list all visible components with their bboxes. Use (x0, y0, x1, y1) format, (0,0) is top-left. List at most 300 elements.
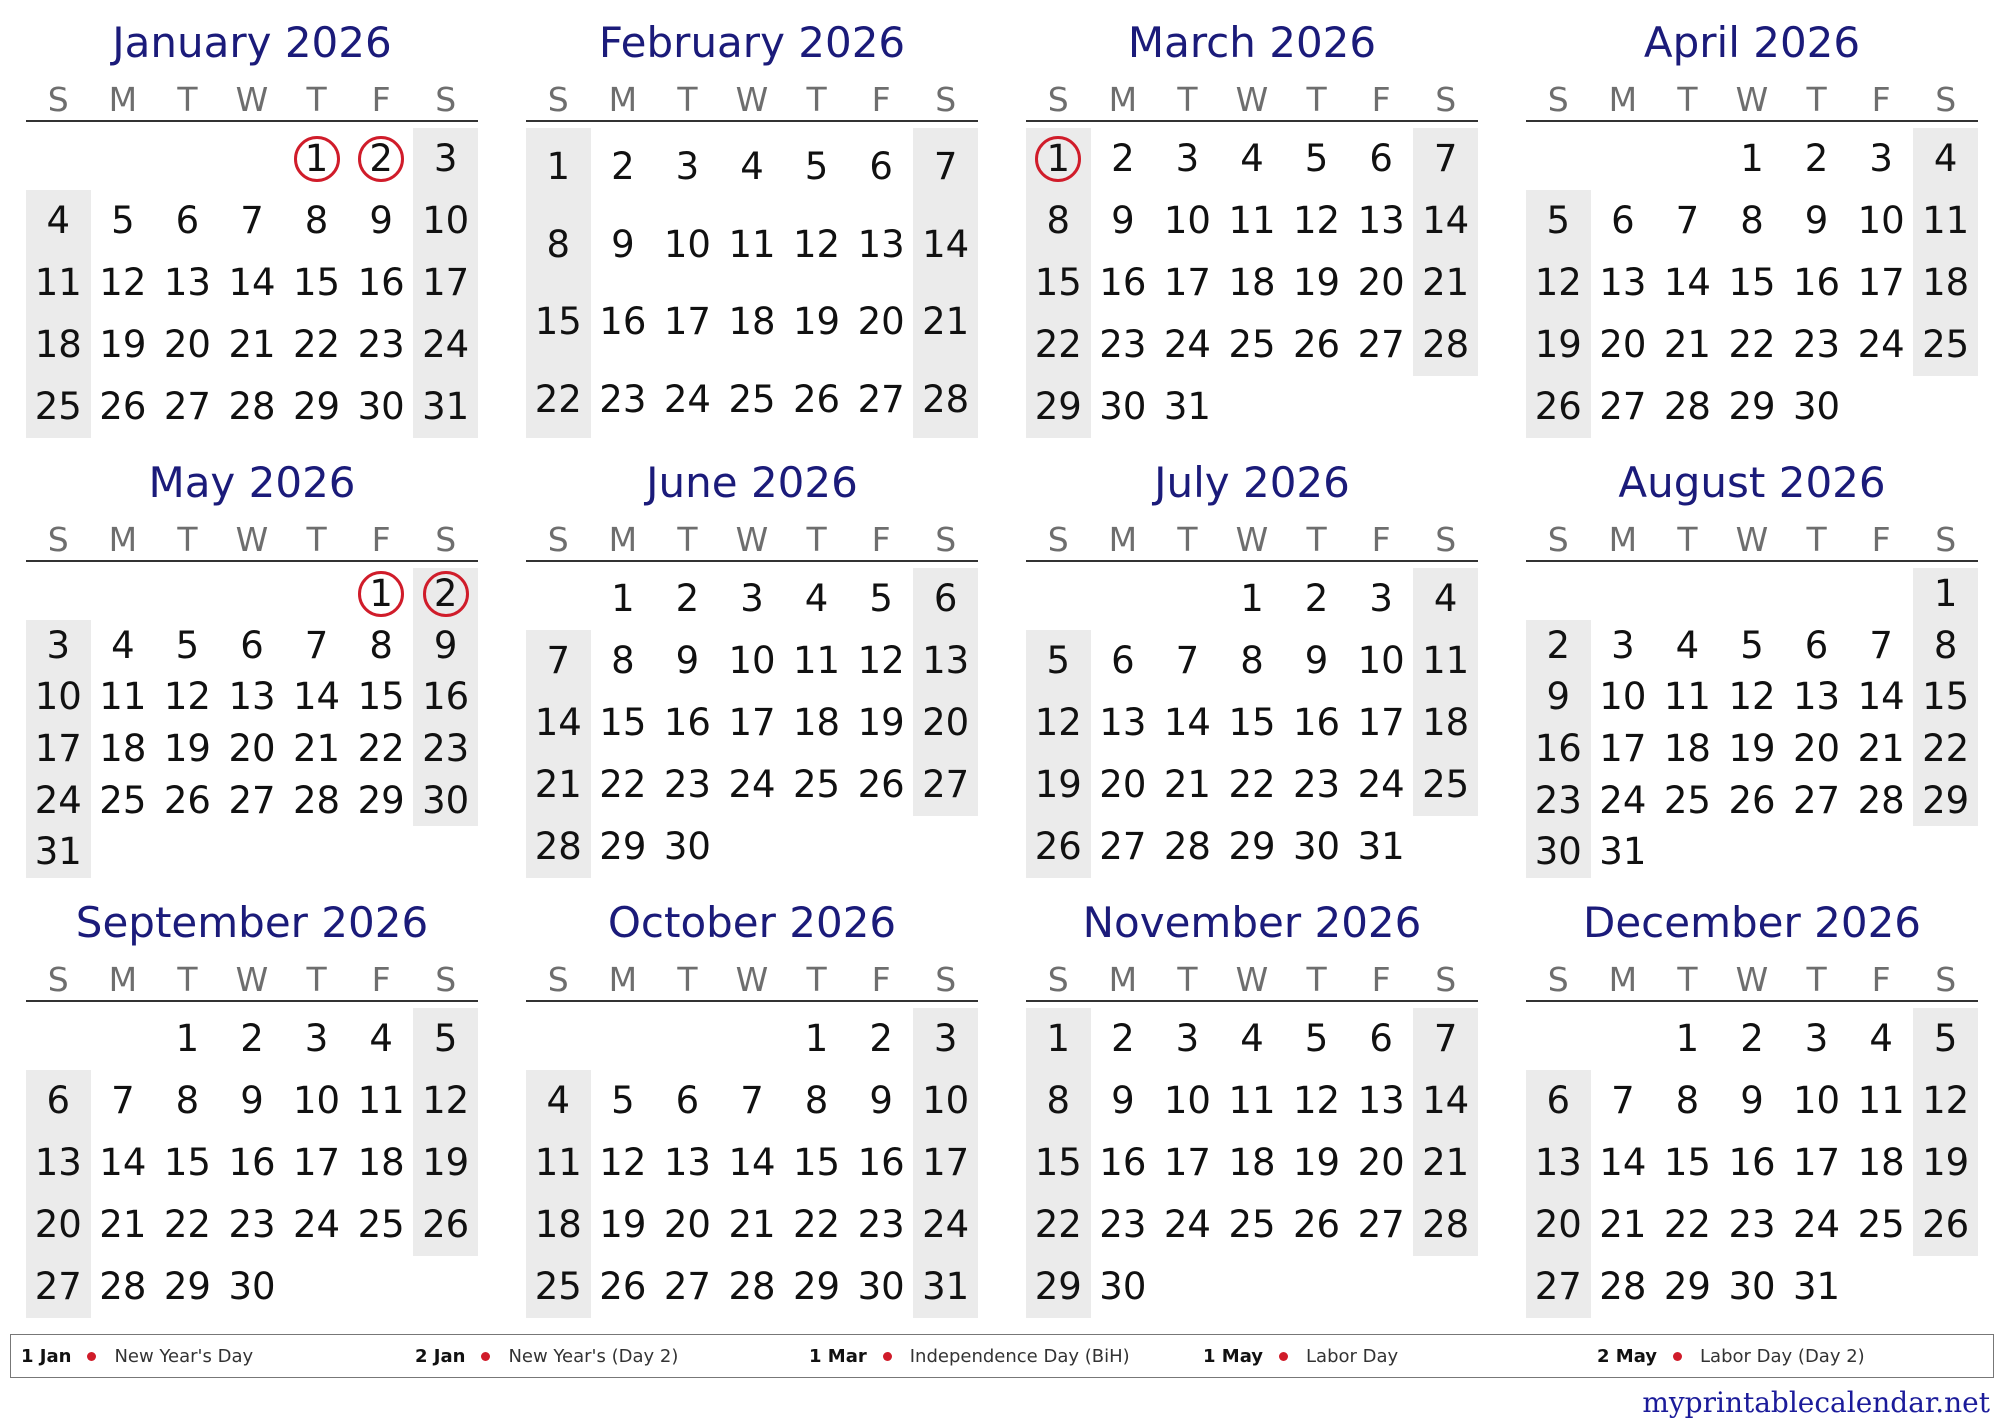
weekday-header: S (547, 80, 569, 119)
day-cell: 15 (1034, 1141, 1082, 1184)
day-cell: 31 (1163, 385, 1211, 428)
day-cell: 6 (869, 145, 893, 188)
weekday-header: T (177, 80, 198, 119)
day-cell: 28 (1599, 1265, 1647, 1308)
day-cell: 26 (1534, 385, 1582, 428)
day-cell: 18 (1922, 261, 1970, 304)
day-cell: 29 (1034, 1265, 1082, 1308)
holiday-day-cell: 1 (1046, 137, 1071, 180)
day-cell: 10 (293, 1079, 341, 1122)
day-cell: 27 (163, 385, 211, 428)
day-cell: 15 (1728, 261, 1776, 304)
day-cell: 18 (1857, 1141, 1905, 1184)
weekday-header: F (371, 80, 391, 119)
day-cell: 5 (804, 145, 829, 188)
legend-date: 1 Jan (21, 1345, 72, 1367)
day-cell: 28 (534, 825, 582, 868)
day-cell: 18 (357, 1141, 405, 1184)
day-cell: 25 (793, 763, 841, 806)
day-cell: 5 (611, 1079, 635, 1122)
day-cell: 11 (99, 675, 147, 719)
day-cell: 12 (1034, 701, 1082, 744)
day-cell: 3 (1369, 577, 1393, 620)
day-cell: 15 (163, 1141, 211, 1184)
day-cell: 8 (1046, 199, 1071, 242)
day-cell: 5 (1046, 639, 1071, 682)
day-cell: 5 (869, 577, 893, 620)
day-cell: 18 (1228, 1141, 1276, 1184)
day-cell: 17 (422, 261, 470, 304)
day-cell: 13 (1534, 1141, 1582, 1184)
day-cell: 11 (1228, 1079, 1276, 1122)
legend-item (415, 1335, 678, 1377)
day-cell: 18 (1228, 261, 1276, 304)
day-cell: 11 (34, 261, 82, 304)
weekday-header: S (1547, 80, 1569, 119)
day-cell: 7 (1675, 199, 1700, 242)
day-cell: 11 (534, 1141, 582, 1184)
weekday-header: T (1177, 960, 1198, 999)
day-cell: 5 (111, 199, 135, 242)
day-cell: 6 (1111, 639, 1135, 682)
day-cell: 27 (1357, 1203, 1405, 1246)
weekday-header: F (871, 520, 891, 559)
weekday-header-row (26, 520, 478, 562)
day-cell: 30 (1793, 385, 1841, 428)
day-cell: 24 (34, 778, 82, 822)
day-cell: 8 (1933, 623, 1958, 667)
day-cell: 1 (1240, 577, 1264, 620)
day-cell: 1 (546, 145, 571, 188)
day-cell: 1 (175, 1017, 200, 1060)
day-cell: 12 (1293, 1079, 1341, 1122)
day-cell: 17 (1357, 701, 1405, 744)
day-cell: 14 (99, 1141, 147, 1184)
day-cell: 21 (1422, 1141, 1470, 1184)
weekday-header: T (1177, 520, 1198, 559)
legend-item (21, 1335, 253, 1377)
day-cell: 4 (1433, 577, 1458, 620)
day-cell: 7 (1175, 639, 1200, 682)
day-cell: 22 (534, 377, 582, 421)
day-cell: 23 (1293, 763, 1341, 806)
day-cell: 24 (422, 323, 470, 366)
day-cell: 15 (293, 261, 341, 304)
day-cell: 7 (1611, 1079, 1635, 1122)
day-cell: 22 (1034, 1203, 1082, 1246)
day-cell: 24 (1163, 1203, 1211, 1246)
day-cell: 28 (99, 1265, 147, 1308)
day-cell: 17 (728, 701, 776, 744)
day-cell: 20 (1357, 261, 1405, 304)
day-cell: 2 (1111, 137, 1135, 180)
day-cell: 2 (611, 145, 635, 188)
month-title: April 2026 (1643, 18, 1861, 67)
day-cell: 27 (1599, 385, 1647, 428)
day-cell: 1 (1740, 137, 1764, 180)
day-cell: 22 (293, 323, 341, 366)
day-cell: 17 (663, 300, 711, 343)
weekday-header: S (935, 80, 957, 119)
day-cell: 19 (1034, 763, 1082, 806)
day-cell: 26 (1293, 1203, 1341, 1246)
day-cell: 19 (422, 1141, 470, 1184)
day-cell: 29 (1922, 778, 1970, 822)
day-cell: 12 (422, 1079, 470, 1122)
weekday-header: T (1677, 80, 1698, 119)
day-cell: 21 (293, 727, 341, 770)
day-cell: 30 (1728, 1265, 1776, 1308)
day-cell: 21 (922, 300, 970, 343)
day-cell: 22 (1728, 323, 1776, 366)
day-cell: 16 (1793, 261, 1841, 304)
weekday-header: S (1935, 80, 1957, 119)
day-cell: 25 (1228, 323, 1276, 366)
weekday-header: S (1435, 520, 1457, 559)
day-cell: 21 (1163, 763, 1211, 806)
day-cell: 3 (46, 623, 71, 667)
day-cell: 28 (922, 377, 970, 421)
day-cell: 31 (922, 1265, 970, 1308)
day-cell: 3 (740, 577, 764, 620)
weekday-header: M (1108, 960, 1138, 999)
weekday-header: W (735, 960, 769, 999)
month-block (1526, 892, 1978, 1318)
weekday-header: S (435, 80, 457, 119)
day-cell: 4 (1240, 137, 1264, 180)
day-cell: 11 (1228, 199, 1276, 242)
weekday-header: T (1806, 520, 1827, 559)
day-cell: 22 (1663, 1203, 1711, 1246)
day-cell: 14 (1857, 675, 1905, 719)
day-cell: 13 (922, 639, 970, 682)
day-cell: 31 (1357, 825, 1405, 868)
day-cell: 30 (1534, 830, 1582, 874)
day-cell: 17 (1793, 1141, 1841, 1184)
weekday-header: F (1371, 80, 1391, 119)
month-block (1526, 452, 1978, 878)
day-cell: 4 (46, 199, 71, 242)
day-cell: 16 (1099, 261, 1147, 304)
weekday-header: W (235, 80, 269, 119)
day-cell: 6 (1369, 1017, 1393, 1060)
weekday-header-row (1526, 520, 1978, 562)
legend-holiday-name: New Year's Day (114, 1345, 254, 1367)
day-cell: 9 (611, 222, 635, 266)
day-cell: 10 (1599, 675, 1647, 719)
holiday-day-cell: 1 (304, 137, 329, 180)
day-cell: 21 (1857, 727, 1905, 770)
day-cell: 20 (1099, 763, 1147, 806)
day-cell: 3 (1175, 1017, 1200, 1060)
day-cell: 1 (1046, 1017, 1071, 1060)
website-link[interactable]: myprintablecalendar.net (1642, 1386, 1990, 1419)
month-title: June 2026 (646, 458, 858, 507)
day-cell: 4 (1240, 1017, 1264, 1060)
day-cell: 27 (34, 1265, 82, 1308)
day-cell: 2 (1111, 1017, 1135, 1060)
day-cell: 15 (1663, 1141, 1711, 1184)
weekday-header-row (26, 80, 478, 122)
weekday-header: T (677, 960, 698, 999)
day-cell: 27 (1357, 323, 1405, 366)
weekday-header: W (1235, 520, 1269, 559)
day-cell: 18 (793, 701, 841, 744)
month-title: February 2026 (598, 18, 906, 67)
legend-holiday-name: Labor Day (Day 2) (1700, 1345, 1865, 1367)
day-cell: 12 (793, 222, 841, 266)
day-cell: 6 (46, 1079, 71, 1122)
month-block (526, 892, 978, 1318)
day-cell: 20 (34, 1203, 82, 1246)
day-cell: 19 (1293, 1141, 1341, 1184)
day-cell: 24 (922, 1203, 970, 1246)
weekday-header: S (547, 960, 569, 999)
day-cell: 20 (663, 1203, 711, 1246)
day-cell: 4 (546, 1079, 571, 1122)
day-cell: 16 (1293, 701, 1341, 744)
day-cell: 17 (1163, 1141, 1211, 1184)
day-cell: 29 (1228, 825, 1276, 868)
weekday-header: S (435, 520, 457, 559)
day-cell: 13 (1357, 1079, 1405, 1122)
day-cell: 28 (1422, 1203, 1470, 1246)
weekday-header: S (1435, 960, 1457, 999)
day-cell: 17 (1599, 727, 1647, 770)
weekday-header: T (177, 960, 198, 999)
day-cell: 7 (1433, 1017, 1458, 1060)
day-cell: 20 (1534, 1203, 1582, 1246)
day-cell: 15 (599, 701, 647, 744)
weekday-header: T (1677, 520, 1698, 559)
day-cell: 13 (1099, 701, 1147, 744)
day-cell: 19 (857, 701, 905, 744)
day-cell: 23 (1728, 1203, 1776, 1246)
weekday-header-row (1526, 80, 1978, 122)
day-cell: 4 (111, 623, 135, 667)
day-cell: 6 (1804, 623, 1829, 667)
weekday-header: T (1177, 80, 1198, 119)
day-cell: 17 (34, 727, 82, 770)
weekday-header: T (306, 960, 327, 999)
day-cell: 2 (1546, 623, 1571, 667)
day-cell: 18 (1422, 701, 1470, 744)
legend-date: 1 May (1203, 1345, 1264, 1367)
legend-holiday-name: Independence Day (BiH) (909, 1345, 1130, 1367)
day-cell: 19 (793, 300, 841, 343)
month-title: November 2026 (1082, 898, 1422, 947)
month-block (526, 452, 978, 878)
day-cell: 14 (728, 1141, 776, 1184)
day-cell: 2 (675, 577, 700, 620)
day-cell: 23 (1793, 323, 1841, 366)
weekday-header: F (1871, 80, 1891, 119)
weekday-header: S (435, 960, 457, 999)
day-cell: 9 (675, 639, 700, 682)
weekday-header: T (1806, 960, 1827, 999)
day-cell: 27 (1099, 825, 1147, 868)
weekday-header-row (1026, 520, 1478, 562)
day-cell: 10 (34, 675, 82, 719)
day-cell: 9 (1740, 1079, 1764, 1122)
day-cell: 10 (1793, 1079, 1841, 1122)
day-cell: 29 (793, 1265, 841, 1308)
month-title: August 2026 (1618, 458, 1886, 507)
day-cell: 7 (304, 623, 329, 667)
day-cell: 26 (99, 385, 147, 428)
weekday-header: S (1935, 960, 1957, 999)
day-cell: 23 (1534, 778, 1582, 822)
day-cell: 12 (163, 675, 211, 719)
weekday-header: T (677, 520, 698, 559)
day-cell: 14 (534, 701, 582, 744)
holiday-dot-icon (883, 1352, 892, 1361)
weekday-header: W (235, 520, 269, 559)
day-cell: 1 (1933, 572, 1958, 615)
day-cell: 11 (357, 1079, 405, 1122)
day-cell: 26 (1293, 323, 1341, 366)
weekday-header: M (1608, 520, 1638, 559)
day-cell: 26 (422, 1203, 470, 1246)
legend-item (1203, 1335, 1398, 1377)
holiday-day-cell: 2 (433, 572, 458, 615)
day-cell: 27 (1534, 1265, 1582, 1308)
day-cell: 25 (99, 778, 147, 822)
holiday-dot-icon (1673, 1352, 1682, 1361)
holiday-dot-icon (1279, 1352, 1288, 1361)
day-cell: 19 (1293, 261, 1341, 304)
day-cell: 11 (1922, 199, 1970, 242)
weekday-header-row (526, 80, 978, 122)
weekday-header: M (1608, 960, 1638, 999)
day-cell: 24 (1357, 763, 1405, 806)
day-cell: 14 (1422, 1079, 1470, 1122)
day-cell: 1 (1675, 1017, 1700, 1060)
day-cell: 25 (728, 377, 776, 421)
day-cell: 15 (1922, 675, 1970, 719)
weekday-header: F (1371, 520, 1391, 559)
weekday-header: W (735, 520, 769, 559)
day-cell: 20 (857, 300, 905, 343)
day-cell: 19 (1728, 727, 1776, 770)
weekday-header: S (935, 960, 957, 999)
day-cell: 21 (99, 1203, 147, 1246)
day-cell: 23 (228, 1203, 276, 1246)
day-cell: 29 (1034, 385, 1082, 428)
day-cell: 8 (369, 623, 393, 667)
weekday-header: S (547, 520, 569, 559)
day-cell: 6 (1546, 1079, 1571, 1122)
day-cell: 15 (357, 675, 405, 719)
weekday-header: W (1235, 960, 1269, 999)
month-block (26, 892, 478, 1318)
weekday-header: M (108, 80, 138, 119)
day-cell: 27 (228, 778, 276, 822)
day-cell: 14 (1422, 199, 1470, 242)
day-cell: 29 (1728, 385, 1776, 428)
day-cell: 25 (1422, 763, 1470, 806)
day-cell: 29 (599, 825, 647, 868)
day-cell: 25 (1922, 323, 1970, 366)
day-cell: 7 (111, 1079, 135, 1122)
weekday-header: S (47, 960, 69, 999)
day-cell: 23 (1099, 1203, 1147, 1246)
day-cell: 23 (1099, 323, 1147, 366)
weekday-header: T (677, 80, 698, 119)
weekday-header: S (1047, 80, 1069, 119)
holiday-day-cell: 1 (369, 572, 393, 615)
legend-date: 2 Jan (415, 1345, 466, 1367)
day-cell: 16 (357, 261, 405, 304)
day-cell: 26 (599, 1265, 647, 1308)
day-cell: 12 (1922, 1079, 1970, 1122)
day-cell: 14 (1663, 261, 1711, 304)
day-cell: 11 (728, 222, 776, 266)
day-cell: 12 (1534, 261, 1582, 304)
weekday-header: S (1547, 960, 1569, 999)
weekday-header: W (1735, 80, 1769, 119)
day-cell: 14 (1163, 701, 1211, 744)
weekday-header: T (306, 520, 327, 559)
holiday-dot-icon (87, 1352, 96, 1361)
day-cell: 23 (857, 1203, 905, 1246)
weekday-header: T (1806, 80, 1827, 119)
day-cell: 26 (857, 763, 905, 806)
day-cell: 9 (1804, 199, 1829, 242)
day-cell: 31 (1599, 830, 1647, 874)
day-cell: 19 (599, 1203, 647, 1246)
day-cell: 3 (304, 1017, 329, 1060)
day-cell: 29 (163, 1265, 211, 1308)
day-cell: 17 (922, 1141, 970, 1184)
weekday-header: T (1306, 80, 1327, 119)
day-cell: 6 (1611, 199, 1635, 242)
day-cell: 27 (922, 763, 970, 806)
day-cell: 2 (1304, 577, 1329, 620)
day-cell: 16 (1534, 727, 1582, 770)
day-cell: 19 (1922, 1141, 1970, 1184)
weekday-header: W (1735, 520, 1769, 559)
day-cell: 9 (369, 199, 393, 242)
day-cell: 10 (1163, 199, 1211, 242)
month-block (1026, 892, 1478, 1318)
day-cell: 11 (1663, 675, 1711, 719)
day-cell: 6 (1369, 137, 1393, 180)
legend-date: 1 Mar (809, 1345, 867, 1367)
day-cell: 8 (304, 199, 329, 242)
day-cell: 28 (1163, 825, 1211, 868)
day-cell: 3 (1869, 137, 1893, 180)
day-cell: 10 (1163, 1079, 1211, 1122)
holiday-dot-icon (481, 1352, 490, 1361)
legend-date: 2 May (1597, 1345, 1658, 1367)
day-cell: 24 (293, 1203, 341, 1246)
weekday-header: W (735, 80, 769, 119)
month-title: January 2026 (112, 18, 392, 67)
day-cell: 8 (1675, 1079, 1700, 1122)
day-cell: 19 (163, 727, 211, 770)
day-cell: 7 (933, 145, 958, 188)
day-cell: 25 (534, 1265, 582, 1308)
day-cell: 15 (1228, 701, 1276, 744)
day-cell: 2 (1804, 137, 1829, 180)
day-cell: 21 (728, 1203, 776, 1246)
day-cell: 3 (933, 1017, 958, 1060)
month-title: March 2026 (1127, 18, 1377, 67)
day-cell: 22 (793, 1203, 841, 1246)
day-cell: 26 (1728, 778, 1776, 822)
day-cell: 8 (546, 222, 571, 266)
